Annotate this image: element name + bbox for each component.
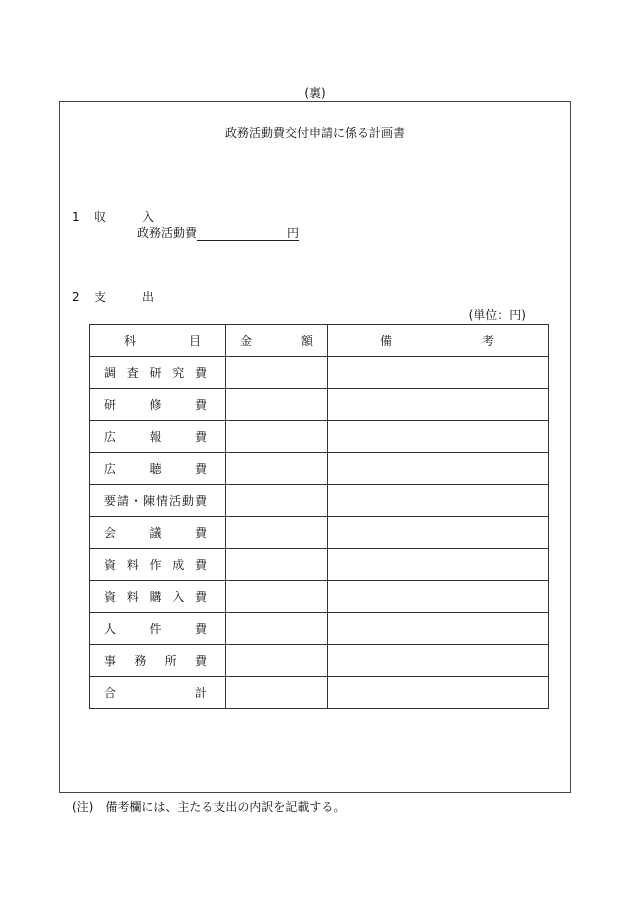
- income-heading: 収 入: [94, 210, 154, 224]
- expense-section-heading: [72, 288, 154, 305]
- remarks-cell[interactable]: [328, 421, 549, 453]
- table-row: [90, 581, 549, 613]
- amount-cell[interactable]: [226, 581, 328, 613]
- table-row: [90, 517, 549, 549]
- row-label: 調査研究費: [90, 357, 226, 389]
- income-item-label: 政務活動費: [137, 226, 198, 240]
- table-row: [90, 613, 549, 645]
- remarks-cell[interactable]: [328, 453, 549, 485]
- table-row: [90, 389, 549, 421]
- row-label: 資料作成費: [90, 549, 226, 581]
- table-header-row: [90, 325, 549, 357]
- remarks-cell[interactable]: [328, 389, 549, 421]
- amount-cell[interactable]: [226, 549, 328, 581]
- remarks-cell[interactable]: [328, 517, 549, 549]
- unit-note: (単位：円): [468, 308, 526, 322]
- amount-cell[interactable]: [226, 485, 328, 517]
- table-row: [90, 549, 549, 581]
- amount-cell[interactable]: [226, 421, 328, 453]
- remarks-cell[interactable]: [328, 357, 549, 389]
- header-remarks: 備 考: [328, 325, 549, 357]
- page-side-label: (裏): [304, 86, 326, 100]
- row-label: 広報費: [90, 421, 226, 453]
- expense-heading: 支 出: [94, 290, 154, 304]
- remarks-cell[interactable]: [328, 677, 549, 709]
- table-total-row: [90, 677, 549, 709]
- table-row: [90, 421, 549, 453]
- row-label: 広聴費: [90, 453, 226, 485]
- remarks-cell[interactable]: [328, 613, 549, 645]
- header-amount: 金 額: [226, 325, 328, 357]
- remarks-cell[interactable]: [328, 485, 549, 517]
- income-unit: 円: [287, 226, 300, 240]
- expense-plan-table: [89, 324, 549, 709]
- remarks-cell[interactable]: [328, 581, 549, 613]
- row-label: 要請・陳情活動費: [90, 485, 226, 517]
- expense-number: 2: [72, 290, 80, 304]
- row-label: 人件費: [90, 613, 226, 645]
- income-number: 1: [72, 210, 80, 224]
- footnote: (注) 備考欄には、主たる支出の内訳を記載する。: [72, 800, 346, 814]
- income-amount-blank[interactable]: [197, 227, 287, 241]
- table-row: [90, 357, 549, 389]
- amount-cell[interactable]: [226, 517, 328, 549]
- amount-cell[interactable]: [226, 613, 328, 645]
- income-line: [137, 224, 299, 241]
- amount-cell[interactable]: [226, 645, 328, 677]
- row-label: 合計: [90, 677, 226, 709]
- remarks-cell[interactable]: [328, 645, 549, 677]
- row-label: 研修費: [90, 389, 226, 421]
- amount-cell[interactable]: [226, 357, 328, 389]
- form-title: 政務活動費交付申請に係る計画書: [224, 126, 405, 140]
- amount-cell[interactable]: [226, 389, 328, 421]
- remarks-cell[interactable]: [328, 549, 549, 581]
- row-label: 会議費: [90, 517, 226, 549]
- income-section-heading: [72, 208, 154, 225]
- row-label: 資料購入費: [90, 581, 226, 613]
- table-row: [90, 485, 549, 517]
- amount-cell[interactable]: [226, 677, 328, 709]
- table-row: [90, 645, 549, 677]
- row-label: 事務所費: [90, 645, 226, 677]
- table-row: [90, 453, 549, 485]
- header-item: 科 目: [90, 325, 226, 357]
- amount-cell[interactable]: [226, 453, 328, 485]
